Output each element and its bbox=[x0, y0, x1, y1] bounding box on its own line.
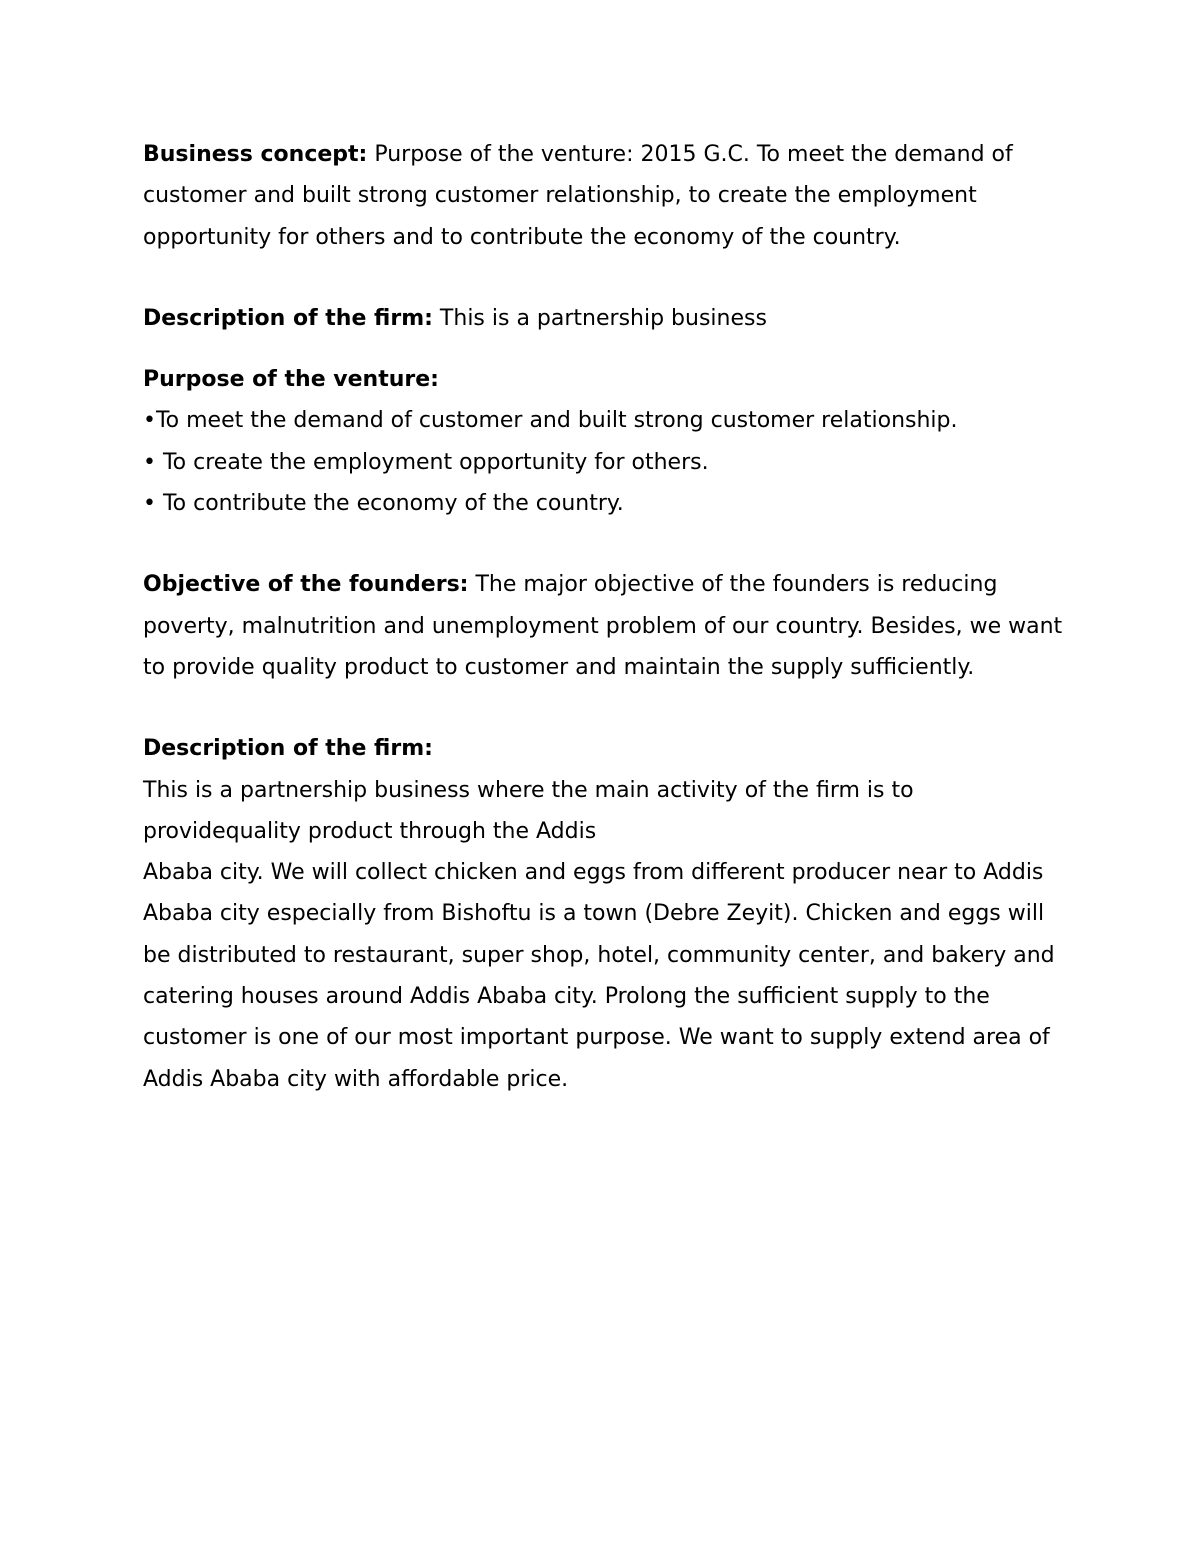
objective-paragraph bbox=[143, 564, 1073, 688]
description-heading: Description of the firm: bbox=[143, 736, 433, 762]
purpose-bullet-1: •To meet the demand of customer and built strong customer relationship. bbox=[143, 408, 958, 434]
description-short-label: Description of the firm: bbox=[143, 305, 433, 331]
business-concept-text: Purpose of the venture: 2015 G.C. To meet the demand of customer and built strong customer relationship, to create the employment opportunity for others and to contribute the economy of the country. bbox=[143, 142, 1013, 250]
purpose-bullet-2: • To create the employment opportunity for others. bbox=[143, 449, 709, 475]
objective-label: Objective of the founders: bbox=[143, 572, 469, 598]
business-concept-label: Business concept: bbox=[143, 142, 368, 167]
purpose-bullet-3: • To contribute the economy of the country. bbox=[143, 491, 624, 517]
description-text-2: Ababa city. We will collect chicken and eggs from different producer near to Addis Ababa city especially from Bishoftu is a town (Debre Zeyit). Chicken and eggs will be distributed to restaurant, super shop, hotel, community center, and bakery and catering houses around Addis Ababa city. Prolong the sufficient supply to the customer is one of our most important purpose. We want to supply extend area of Addis Ababa city with affordable price. bbox=[143, 860, 1055, 1092]
purpose-heading: Purpose of the venture: bbox=[143, 367, 439, 393]
business-concept-paragraph bbox=[143, 134, 1073, 258]
description-short-paragraph bbox=[143, 298, 1073, 339]
description-short-text: This is a partnership business bbox=[432, 305, 767, 331]
objective-text: The major objective of the founders is reducing poverty, malnutrition and unemployment problem of our country. Besides, we want to provide quality product to customer and maintain the supply sufficiently. bbox=[143, 572, 1063, 680]
description-text-1: This is a partnership business where the main activity of the firm is to providequality product through the Addis bbox=[143, 777, 914, 844]
document-body bbox=[143, 134, 1073, 1100]
